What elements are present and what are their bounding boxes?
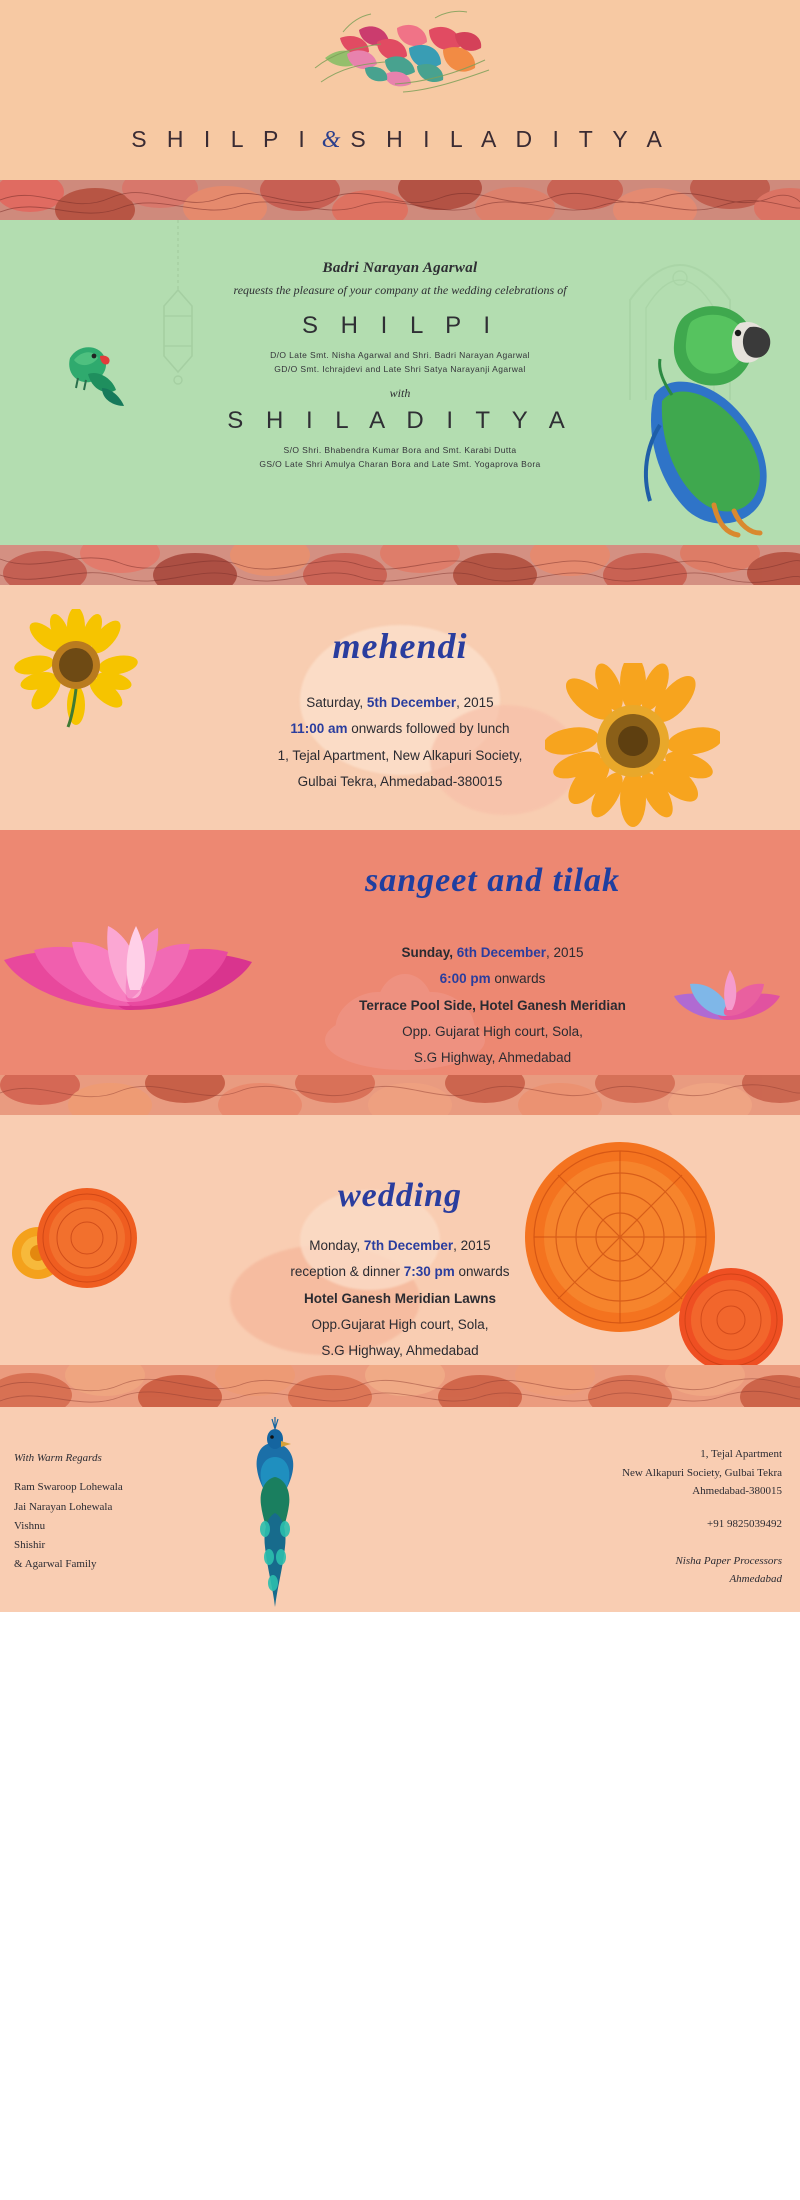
floral-pattern-icon xyxy=(0,1365,800,1407)
mehendi-date: 5th December xyxy=(366,695,457,710)
couple-names xyxy=(0,126,800,154)
wedding-venue-line-2: Opp.Gujarat High court, Sola, xyxy=(311,1316,489,1332)
sangeet-venue-line-3: S.G Highway, Ahmedabad xyxy=(413,1050,572,1066)
wedding-date: 7th December xyxy=(363,1238,454,1253)
floral-pattern-icon xyxy=(0,1075,800,1115)
sangeet-date: 6th December xyxy=(456,945,547,960)
address-line-2: New Alkapuri Society, Gulbai Tekra xyxy=(622,1466,782,1479)
header-section xyxy=(0,0,800,180)
mehendi-title: mehendi xyxy=(332,626,468,666)
sangeet-venue-line-2: Opp. Gujarat High court, Sola, xyxy=(402,1023,583,1039)
wedding-title: wedding xyxy=(337,1177,463,1214)
floral-bouquet-icon xyxy=(285,8,515,103)
wedding-time: 7:30 pm xyxy=(403,1264,455,1280)
wedding-time-suffix: onwards xyxy=(454,1264,510,1280)
sangeet-venue-line-1: Terrace Pool Side, Hotel Ganesh Meridian xyxy=(359,997,626,1013)
host-invitation-line: requests the pleasure of your company at the wedding celebrations of xyxy=(233,283,567,297)
wedding-time-line xyxy=(0,1259,800,1285)
wedding-year: , 2015 xyxy=(453,1238,491,1253)
with-word: with xyxy=(389,386,411,401)
printer-line-2: Ahmedabad xyxy=(729,1573,782,1586)
wedding-day: Monday, xyxy=(309,1238,361,1253)
floral-pattern-icon xyxy=(0,545,800,585)
regards-name: Vishnu xyxy=(14,1519,46,1532)
sunflower-icon xyxy=(545,663,720,828)
groom-full-name: S H I L A D I T Y A xyxy=(227,407,573,435)
bride-full-name: S H I L P I xyxy=(301,312,499,339)
floral-band-after-sangeet xyxy=(0,1075,800,1115)
address-block xyxy=(622,1445,782,1589)
bride-parents-line-1: D/O Late Smt. Nisha Agarwal and Shri. Badri Narayan Agarwal xyxy=(270,350,530,360)
wedding-reception-label: reception & dinner xyxy=(290,1264,404,1280)
floral-band-bottom xyxy=(0,1365,800,1407)
wedding-venue-line-3: S.G Highway, Ahmedabad xyxy=(321,1343,479,1359)
sangeet-title: sangeet and tilak xyxy=(364,862,621,899)
mehendi-time: 11:00 am xyxy=(290,721,348,737)
mehendi-venue-line-1: 1, Tejal Apartment, New Alkapuri Society, xyxy=(277,747,523,763)
pink-lotus-icon xyxy=(672,948,782,1038)
floral-band-after-invite xyxy=(0,545,800,585)
floral-pattern-icon xyxy=(0,180,800,220)
blue-green-macaw-icon xyxy=(614,275,784,545)
wedding-details xyxy=(0,1233,800,1365)
sangeet-section xyxy=(0,830,800,1075)
wedding-venue-line-1: Hotel Ganesh Meridian Lawns xyxy=(303,1290,497,1306)
mehendi-venue-line-2: Gulbai Tekra, Ahmedabad-380015 xyxy=(297,773,503,789)
sangeet-time-suffix: onwards xyxy=(490,971,546,987)
groom-parents-line-2: GS/O Late Shri Amulya Charan Bora and Late Smt. Yogaprova Bora xyxy=(259,459,541,470)
regards-name: Shishir xyxy=(14,1539,46,1551)
bride-first-name: S H I L P I xyxy=(131,126,312,152)
sangeet-year: , 2015 xyxy=(546,945,584,960)
mehendi-section xyxy=(0,585,800,830)
address-line-1: 1, Tejal Apartment xyxy=(700,1448,782,1460)
ampersand: & xyxy=(321,127,341,153)
peacock-icon xyxy=(215,1417,335,1612)
mehendi-time-suffix: onwards followed by lunch xyxy=(347,721,510,737)
regards-name: Jai Narayan Lohewala xyxy=(14,1500,113,1513)
host-name: Badri Narayan Agarwal xyxy=(322,260,478,276)
printer-line-1: Nisha Paper Processors xyxy=(675,1554,782,1567)
phone-number[interactable]: +91 9825039492 xyxy=(707,1518,782,1531)
wedding-section xyxy=(0,1115,800,1365)
regards-name: Ram Swaroop Lohewala xyxy=(14,1481,123,1494)
sangeet-day: Sunday, xyxy=(401,945,453,960)
groom-first-name: S H I L A D I T Y A xyxy=(350,126,669,152)
footer-section xyxy=(0,1407,800,1612)
sangeet-time: 6:00 pm xyxy=(439,971,491,987)
address-line-3: Ahmedabad-380015 xyxy=(692,1485,782,1498)
regards-block xyxy=(14,1449,123,1575)
mehendi-year: , 2015 xyxy=(456,695,494,710)
groom-parents-line-1: S/O Shri. Bhabendra Kumar Bora and Smt. Karabi Dutta xyxy=(283,445,517,456)
invite-section xyxy=(0,220,800,545)
mehendi-day: Saturday, xyxy=(306,695,364,710)
green-parrot-icon xyxy=(50,330,130,410)
wedding-date-line xyxy=(0,1233,800,1259)
floral-band-top xyxy=(0,180,800,220)
bride-parents-line-2: GD/O Smt. Ichrajdevi and Late Shri Satya Narayanji Agarwal xyxy=(274,364,526,375)
regards-title: With Warm Regards xyxy=(14,1452,102,1464)
regards-name: & Agarwal Family xyxy=(14,1558,97,1571)
